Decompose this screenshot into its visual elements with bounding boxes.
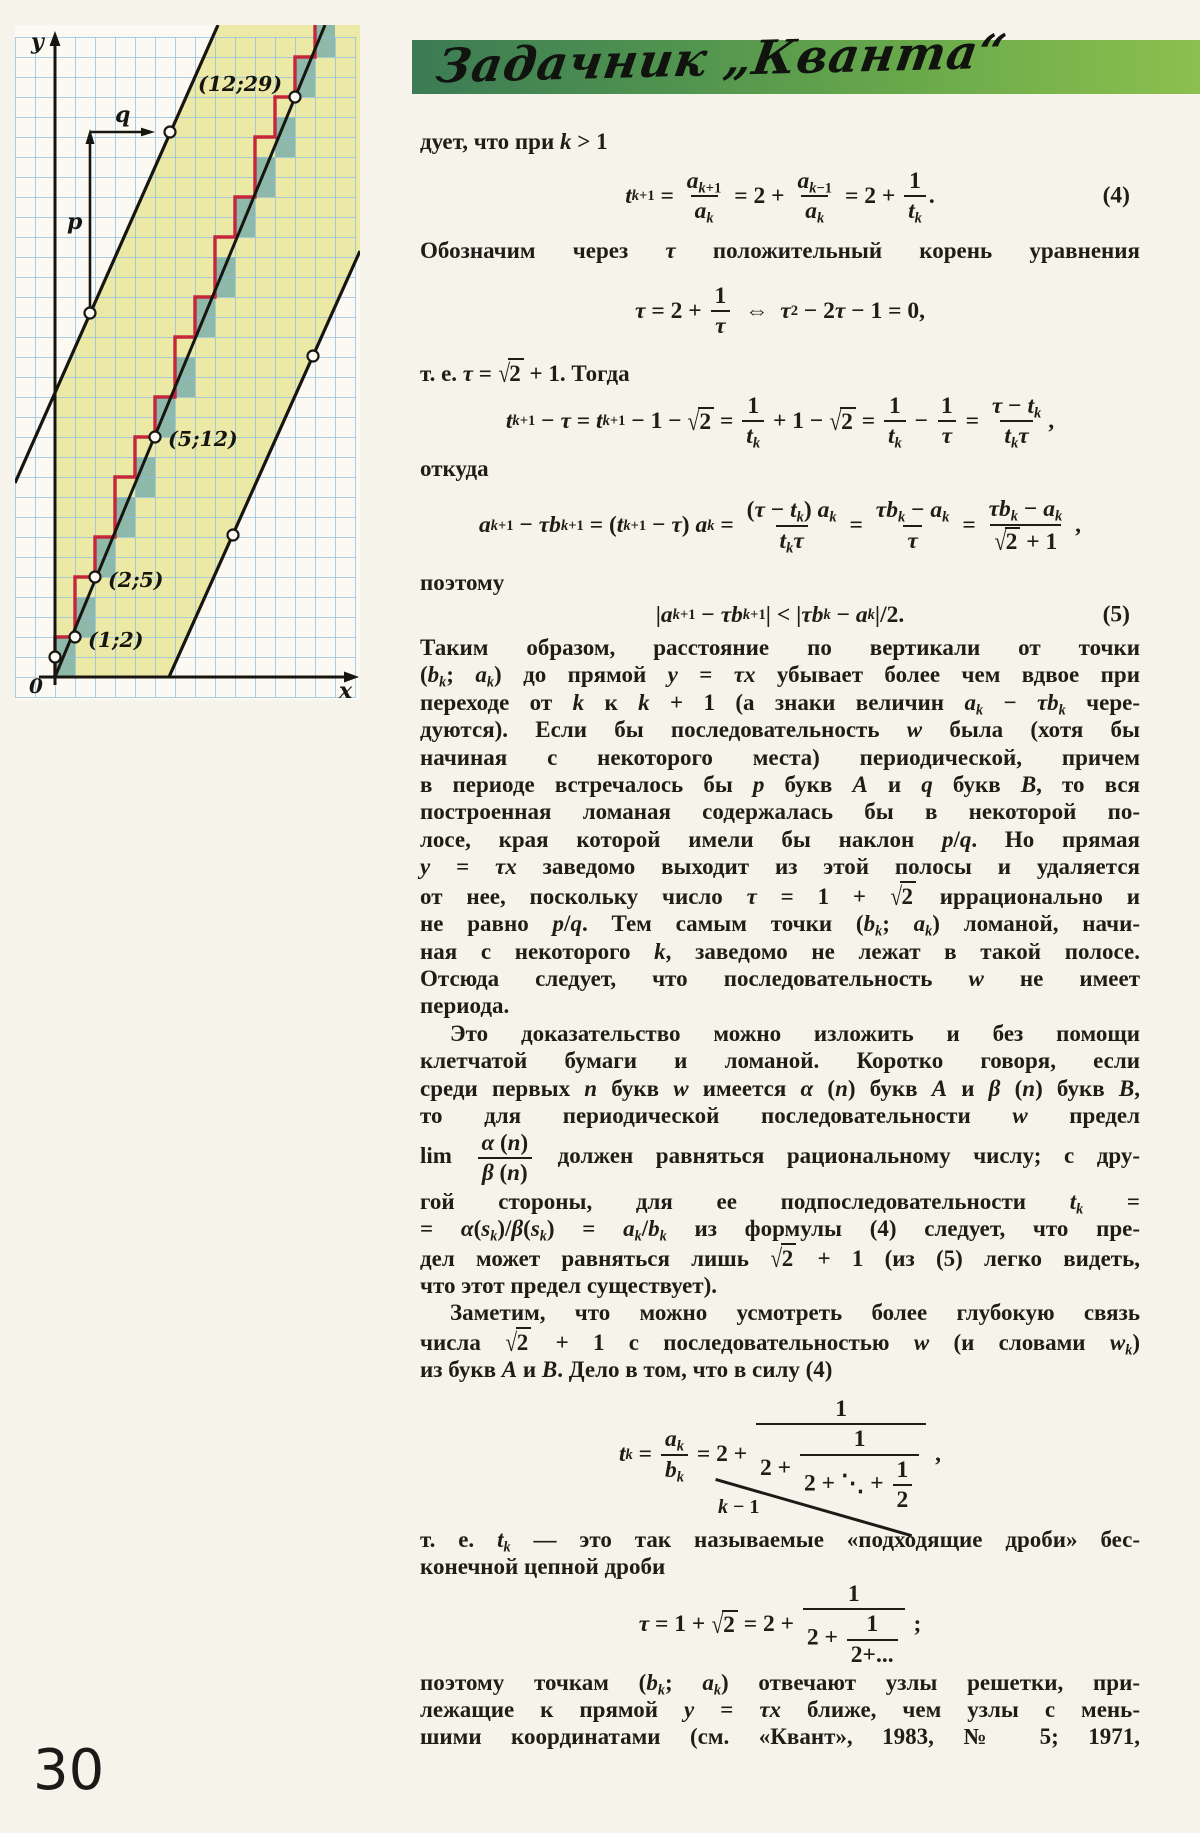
body-line: поэтому <box>420 569 505 595</box>
point-label-1-2: (1;2) <box>88 628 144 652</box>
axis-y-label: y <box>31 29 44 55</box>
body-line: Отсюда следует, что последовательность w не имеет <box>420 965 1141 991</box>
band-node-lower-right <box>228 530 239 541</box>
formula-5: | a k+1 − τb k+1 | < | τb k − a k |/2. (5) <box>655 601 1130 628</box>
axis-x-label: x <box>339 678 353 700</box>
body-line: клетчатой бумаги и ломаной. Коротко говоря, если <box>420 1048 1140 1074</box>
body-line: т. е. $t_k$ — это так называемые «подходящие дроби» бес- <box>420 1526 1140 1555</box>
point-label-12-29: (12;29) <box>198 72 283 96</box>
text-column <box>420 128 1140 1751</box>
body-line: переходе от k к k + 1 (а знаки величин $a_k - \tau b_k$ чере- <box>420 689 1141 719</box>
formula-4: t k+1 = $\frac{a_{k+1}}{a_k}$ = 2 + $\frac{a_{k-1}}{a_k}$ = 2 + $\frac{1}{t_k}$ . (4) <box>625 168 1130 227</box>
node-0-1 <box>50 652 61 663</box>
node-5-12 <box>150 432 161 443</box>
q-label: q <box>115 102 131 128</box>
body-line: Это доказательство можно изложить и без помощи <box>450 1020 1140 1046</box>
node-2-5 <box>90 572 101 583</box>
body-line: что этот предел существует). <box>420 1273 718 1299</box>
body-line: лежащие к прямой y = τx ближе, чем узлы с мень- <box>420 1696 1140 1722</box>
formula-continued-fraction-tk: t k = $\frac{a_k}{b_k}$ = 2 + 1 2 + 1 2 + ⋱ + $\frac{1}{2}$ , k − 1 <box>420 1384 1140 1526</box>
body-line: откуда <box>420 456 489 482</box>
body-line: y = τx заведомо выходит из этой полосы и удаляется <box>420 854 1140 880</box>
formula-tk-minus-tau: t k+1 − τ = t k+1 − 1 − √2 = $\frac{1}{t_k}$ + 1 − √2 = $\frac{1}{t_k}$ − $\frac{1}{\tau}$ = $\frac{\tau - t_k}{t_k\tau}$ , <box>505 392 1055 452</box>
formula-ak-recursion: a k+1 − τb k+1 = ( t k+1 − τ ) a k = $\frac{(\tau - t_k) a_k}{t_k\tau}$ = $\frac{\tau b_k - a_k}{\tau}$ = $\frac{\tau b_k - a_k}{√2 + 1}$ , <box>478 496 1082 557</box>
section-banner <box>412 24 1200 95</box>
underbrace-k-minus-1: k − 1 <box>716 1478 916 1538</box>
body-line: не равно p/q. Тем самым точки ($b_k$; $a_k$) ломаной, начи- <box>420 911 1140 940</box>
body-line: = $\alpha(s_k)/\beta(s_k) = a_k/b_k$ из формулы (4) следует, что пре- <box>420 1216 1141 1245</box>
band-node-lower-left <box>85 308 96 319</box>
origin-label: 0 <box>29 674 43 698</box>
body-line: ная с некоторого k, заведомо не лежат в такой полосе. <box>420 938 1140 964</box>
point-label-5-12: (5;12) <box>168 427 238 451</box>
body-line: начиная с некоторого места) периодической, причем <box>420 744 1140 770</box>
body-line: гой стороны, для ее подпоследовательности $t_k$ = <box>420 1188 1140 1218</box>
band-node-upper-right <box>308 351 319 362</box>
band-node-upper-left <box>165 127 176 138</box>
point-label-2-5: (2;5) <box>108 568 164 592</box>
equation-number: (5) <box>1102 601 1130 628</box>
body-line: дуются). Если бы последовательность w была (хотя бы <box>420 717 1140 743</box>
banner-title: Задачник „Кванта“ <box>432 24 1011 95</box>
lattice-svg <box>15 25 360 700</box>
body-line: то для периодической последовательности w предел <box>420 1102 1140 1128</box>
body-line: т. е. τ = √2 + 1. Тогда <box>420 359 630 388</box>
body-line: дел может равняться лишь √2 + 1 (из (5) легко видеть, <box>420 1244 1140 1273</box>
body-line: числа √2 + 1 с последовательностью w (и словами $w_k$) <box>420 1328 1140 1359</box>
body-line: конечной цепной дроби <box>420 1554 666 1580</box>
body-line: дует, что при k > 1 <box>420 129 608 154</box>
body-line: лосе, края которой имели бы наклон p/q. Но прямая <box>420 826 1140 852</box>
p-label: p <box>67 209 83 235</box>
body-line: от нее, поскольку число τ = 1 + √2 иррационально и <box>420 882 1140 911</box>
page-number: 30 <box>33 1738 105 1803</box>
body-line: из букв A и B. Дело в том, что в силу (4) <box>420 1357 833 1383</box>
node-1-2 <box>70 632 81 643</box>
figure-lattice-diagram <box>15 25 360 700</box>
body-line: периода. <box>420 993 510 1019</box>
body-line: шими координатами (см. «Квант», 1983, № 5; 1971, <box>420 1724 1140 1750</box>
body-line: среди первых n букв w имеется α (n) букв A и β (n) букв B, <box>420 1075 1140 1101</box>
body-line: Обозначим через τ положительный корень уравнения <box>420 238 1140 264</box>
equation-number: (4) <box>1102 182 1130 209</box>
node-12-29 <box>290 92 301 103</box>
formula-continued-fraction-tau: τ = 1 + √2 = 2 + 1 2 + $\frac{1}{2+...}$ ; <box>638 1581 922 1668</box>
body-line: Заметим, что можно усмотреть более глубокую связь <box>450 1300 1140 1326</box>
body-line: построенная ломаная содержалась бы в некоторой по- <box>420 799 1140 825</box>
formula-tau-root: τ = 2 + $\frac{1}{\tau}$ ⇔ τ 2 − 2 τ − 1 = 0, <box>635 283 925 340</box>
body-line: поэтому точкам ($b_k$; $a_k$) отвечают узлы решетки, при- <box>420 1669 1140 1698</box>
body-line: ($b_k$; $a_k$) до прямой y = τx убывает более чем вдвое при <box>420 662 1140 691</box>
body-line: в периоде встречалось бы p букв A и q букв B, то вся <box>420 772 1140 798</box>
body-line: Таким образом, расстояние по вертикали от точки <box>420 635 1140 661</box>
body-line: lim $\frac{\alpha (n)}{\beta (n)}$ должен равняться рациональному числу; с дру- <box>420 1130 1140 1186</box>
